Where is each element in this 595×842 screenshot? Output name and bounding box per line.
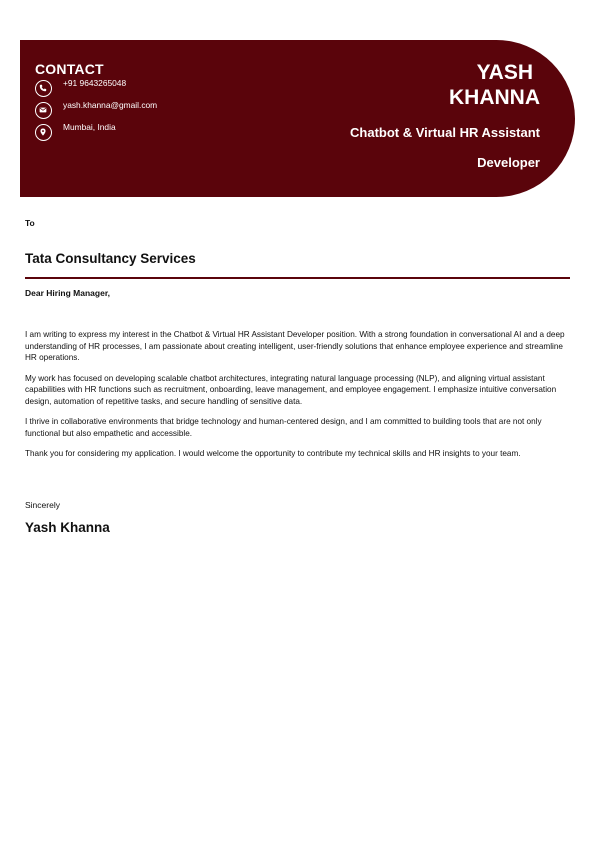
paragraph: I am writing to express my interest in the Chatbot & Virtual HR Assistant Developer position. With a strong foundation in conversational AI and a deep understanding of HR processes, I am passionate about creating intelligent, user-friendly solutions that enhance employee experience and streamline HR operations. <box>25 330 565 362</box>
location-icon <box>35 124 52 141</box>
job-title-line-2: Developer <box>477 155 540 170</box>
phone-text: +91 9643265048 <box>63 78 127 88</box>
recipient-label: To <box>25 218 35 228</box>
candidate-name <box>340 60 540 110</box>
header-banner <box>20 40 575 197</box>
email-text: yash.khanna@gmail.com <box>63 100 158 110</box>
salutation: Dear Hiring Manager, <box>25 288 111 298</box>
contact-title: CONTACT <box>35 61 104 77</box>
email-icon <box>35 102 52 119</box>
paragraph: I thrive in collaborative environments that bridge technology and human-centered design, and I am committed to building tools that are not only functional but also empathetic and accessible. <box>25 417 542 438</box>
signature-name: Yash Khanna <box>25 520 110 535</box>
recipient-company: Tata Consultancy Services <box>25 251 196 266</box>
first-name: YASH <box>476 61 533 84</box>
phone-icon <box>35 80 52 97</box>
location-text: Mumbai, India <box>63 122 116 132</box>
last-name: KHANNA <box>449 86 540 109</box>
paragraph: Thank you for considering my application. I would welcome the opportunity to contribute my technical skills and HR insights to your team. <box>25 449 521 458</box>
job-title-line-1: Chatbot & Virtual HR Assistant <box>350 125 540 140</box>
divider <box>25 277 570 279</box>
paragraph: My work has focused on developing scalable chatbot architectures, integrating natural language processing (NLP), and aligning virtual assistant capabilities with HR functions such as recruitment, onboarding, leave management, and employee engagement. I emphasize intuitive conversation design, automation of repetitive tasks, and secure handling of sensitive data. <box>25 373 557 406</box>
letter-body <box>25 329 570 469</box>
job-title <box>280 118 540 178</box>
closing: Sincerely <box>25 500 60 510</box>
